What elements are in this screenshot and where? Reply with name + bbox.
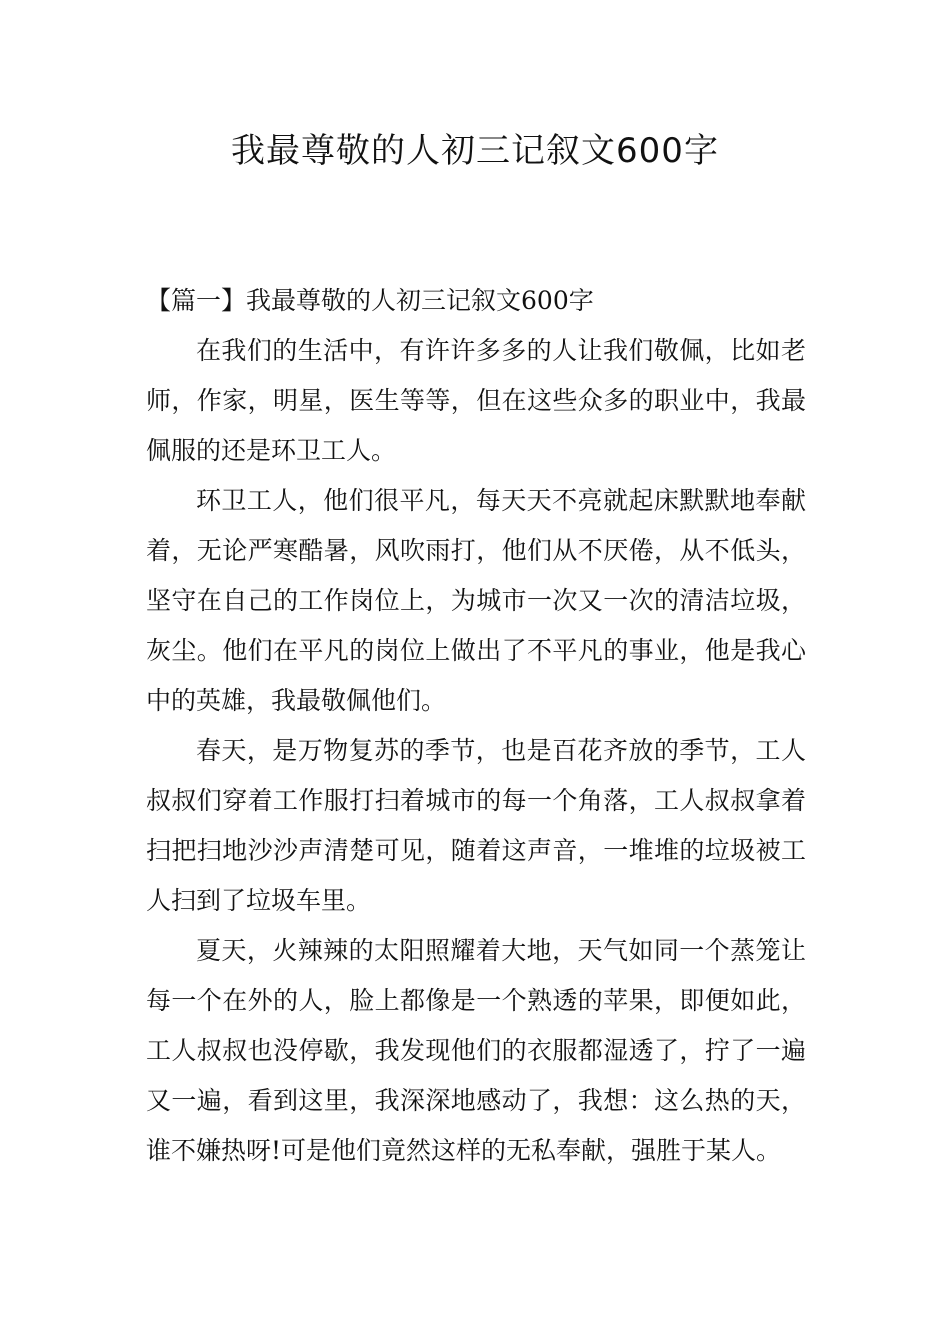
page-title: 我最尊敬的人初三记叙文600字: [231, 131, 719, 171]
paragraph-4: 夏天，火辣辣的太阳照耀着大地，天气如同一个蒸笼让每一个在外的人，脸上都像是一个熟透的苹果，即便如此，工人叔叔也没停歇，我发现他们的衣服都湿透了，拧了一遍又一遍，看到这里，我深深地感动了，我想：这么热的天，谁不嫌热呀!可是他们竟然这样的无私奉献，强胜于某人。: [146, 936, 806, 1165]
paragraph-1: 在我们的生活中，有许许多多的人让我们敬佩，比如老师，作家，明星，医生等等，但在这些众多的职业中，我最佩服的还是环卫工人。: [146, 336, 806, 465]
paragraph-3: 春天，是万物复苏的季节，也是百花齐放的季节，工人叔叔们穿着工作服打扫着城市的每一个角落，工人叔叔拿着扫把扫地沙沙声清楚可见，随着这声音，一堆堆的垃圾被工人扫到了垃圾车里。: [146, 736, 806, 915]
paragraph-2: 环卫工人，他们很平凡，每天天不亮就起床默默地奉献着，无论严寒酷暑，风吹雨打，他们从不厌倦，从不低头，坚守在自己的工作岗位上，为城市一次又一次的清洁垃圾，灰尘。他们在平凡的岗位上做出了不平凡的事业，他是我心中的英雄，我最敬佩他们。: [146, 486, 806, 715]
document-body: [146, 276, 806, 1176]
section-heading: 【篇一】我最尊敬的人初三记叙文600字: [146, 286, 594, 315]
